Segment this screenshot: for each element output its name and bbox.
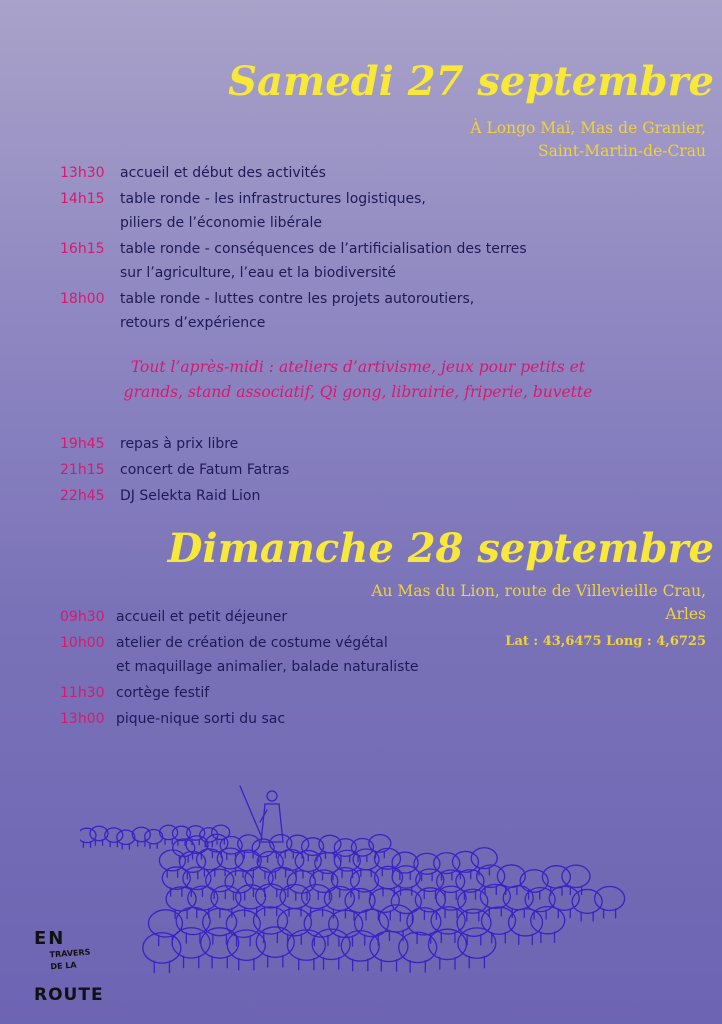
afternoon-note-line1: Tout l’après-midi : ateliers d’artivisme, jeux pour petits et	[130, 358, 586, 376]
sunday-program	[60, 605, 419, 733]
sheep-shape	[572, 889, 602, 913]
program-item	[60, 631, 419, 679]
sheep-shape	[201, 928, 239, 958]
sheep-shape	[379, 905, 413, 932]
program-time: 18h00	[60, 291, 105, 307]
sheep-shape	[458, 928, 496, 958]
program-desc-continued: retours d’expérience	[120, 315, 266, 331]
sheep-shape	[197, 849, 223, 870]
program-time: 11h30	[60, 685, 105, 701]
afternoon-note-line2: grands, stand associatif, Qi gong, librairie, friperie, buvette	[123, 383, 593, 401]
sheep-shape	[549, 886, 579, 910]
saturday-location-line1: À Longo Maï, Mas de Granier,	[470, 119, 706, 137]
program-desc: table ronde - conséquences de l’artificialisation des terres	[120, 241, 527, 257]
program-item	[60, 187, 527, 235]
sheep-shape	[172, 928, 210, 958]
program-time: 13h30	[60, 165, 105, 181]
sunday-location	[371, 580, 706, 626]
program-item	[60, 707, 419, 731]
program-item	[60, 458, 289, 482]
sheep-shape	[80, 828, 96, 842]
program-desc-continued: sur l’agriculture, l’eau et la biodiversité	[120, 265, 396, 281]
sunday-title: Dimanche 28 septembre	[167, 525, 714, 572]
program-desc-continued: et maquillage animalier, balade naturaliste	[116, 659, 419, 675]
shepherd-icon	[240, 786, 283, 842]
sheep-shape	[562, 865, 590, 887]
program-time: 22h45	[60, 488, 105, 504]
sheep-shape	[256, 927, 294, 957]
sheep-shape	[132, 827, 150, 841]
program-item	[60, 161, 527, 185]
program-desc: table ronde - luttes contre les projets autoroutiers,	[120, 291, 475, 307]
program-time: 10h00	[60, 635, 105, 651]
program-desc-continued: piliers de l’économie libérale	[120, 215, 322, 231]
program-desc: accueil et début des activités	[120, 165, 326, 181]
sheep-shape	[287, 871, 315, 893]
program-item	[60, 605, 419, 629]
program-desc: pique-nique sorti du sac	[116, 711, 286, 727]
sheep-shape	[277, 909, 311, 936]
saturday-location	[470, 117, 706, 163]
shepherd-flock-illustration	[80, 780, 640, 990]
program-item	[60, 484, 289, 508]
program-desc: repas à prix libre	[120, 436, 239, 452]
sheep-shape	[256, 884, 286, 908]
logo-line3: ROUTE	[34, 985, 104, 1005]
sheep-shape	[254, 907, 288, 934]
saturday-title: Samedi 27 septembre	[228, 58, 714, 105]
program-desc: accueil et petit déjeuner	[116, 609, 288, 625]
program-desc: atelier de création de costume végétal	[116, 635, 388, 651]
program-desc: DJ Selekta Raid Lion	[120, 488, 261, 504]
program-time: 13h00	[60, 711, 105, 727]
program-time: 14h15	[60, 191, 105, 207]
sunday-coordinates: Lat : 43,6475 Long : 4,6725	[505, 634, 706, 649]
sheep-shape	[353, 849, 379, 870]
sheep-shape	[172, 826, 190, 840]
sheep-shape	[595, 887, 625, 911]
sheep-shape	[341, 931, 379, 961]
sheep-shape	[391, 890, 421, 914]
logo-line2: TRAVERS DE LA	[49, 947, 91, 972]
program-item	[60, 681, 419, 705]
sunday-location-line2: Arles	[665, 605, 706, 623]
sheep-shape	[452, 851, 478, 872]
saturday-program	[60, 161, 527, 337]
program-item	[60, 237, 527, 285]
program-desc: concert de Fatum Fatras	[120, 462, 290, 478]
sheep-shape	[227, 930, 265, 960]
saturday-location-line2: Saint-Martin-de-Crau	[537, 142, 706, 160]
sunday-location-line1: Au Mas du Lion, route de Villevieille Crau,	[371, 582, 706, 600]
sheep-flock-icon	[80, 825, 625, 973]
program-desc: table ronde - les infrastructures logistiques,	[120, 191, 426, 207]
afternoon-note	[58, 355, 658, 405]
evening-program	[60, 432, 289, 510]
program-desc: cortège festif	[116, 685, 210, 701]
sheep-shape	[319, 835, 341, 853]
en-travers-de-la-route-logo	[34, 928, 104, 1005]
sheep-shape	[509, 909, 543, 936]
sheep-shape	[217, 848, 243, 869]
program-time: 21h15	[60, 462, 105, 478]
program-item	[60, 287, 527, 335]
program-time: 09h30	[60, 609, 105, 625]
program-time: 16h15	[60, 241, 105, 257]
program-time: 19h45	[60, 436, 105, 452]
program-item	[60, 432, 289, 456]
logo-line1: EN	[34, 928, 66, 949]
